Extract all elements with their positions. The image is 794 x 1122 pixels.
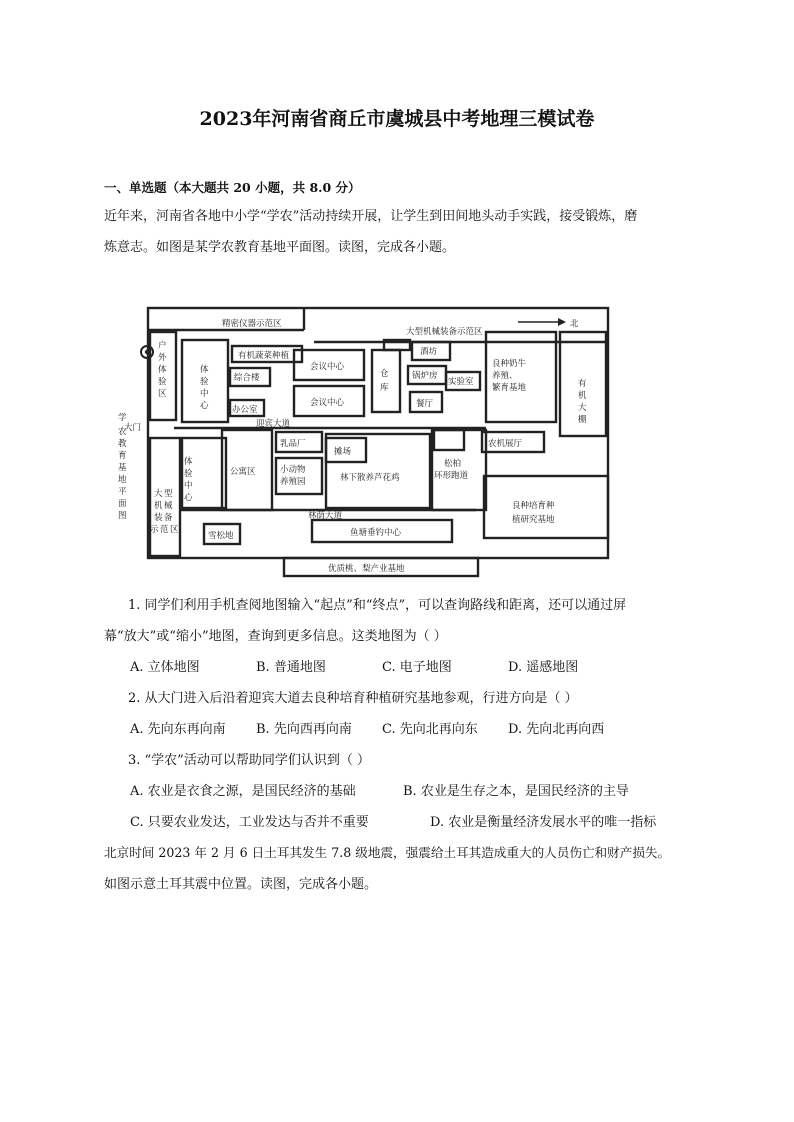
question-1-stem-line2: 幕“放大”或“缩小”地图，查询到更多信息。这类地图为（ ）: [104, 629, 447, 644]
label-exp-center2-1: 体: [184, 457, 193, 467]
question-2-option-c: C. 先向北再向东: [382, 722, 478, 737]
question-3-option-b: B. 农业是生存之本，是国民经济的主导: [403, 784, 629, 799]
intro-paragraph-line: 炼意志。如图是某学农教育基地平面图。读图，完成各小题。: [104, 240, 456, 255]
label-big-machine-4: 械: [164, 501, 173, 511]
label-welcome-road: 迎宾大道: [256, 419, 291, 429]
label-exp-center-4: 心: [200, 401, 209, 411]
label-side-title-4: 育: [118, 451, 127, 461]
question-3-option-d: D. 农业是衡量经济发展水平的唯一指标: [430, 815, 657, 830]
label-small-animal-1: 小动物: [280, 465, 306, 475]
label-side-title-7: 平: [118, 487, 127, 497]
school-farm-base-map: [114, 296, 614, 580]
label-dairy-3: 繁育基地: [492, 383, 527, 393]
label-big-machine-5: 装: [154, 513, 163, 523]
intro2-paragraph-line: 北京时间 2023 年 2 月 6 日土耳其发生 7.8 级地震，强震给土耳其造成重大的人员伤亡和财产损失。: [104, 845, 671, 860]
label-pine-track-1: 松柏: [444, 459, 462, 469]
label-outdoor-2: 外: [158, 353, 167, 363]
intro2-paragraph-line: 如图示意土耳其震中位置。读图，完成各小题。: [104, 877, 378, 892]
label-shed-1: 有: [578, 379, 587, 389]
intro-paragraph-line: 近年来，河南省各地中小学“学农”活动持续开展，让学生到田间地头动手实践，接受锻炼，磨: [104, 209, 638, 224]
label-warehouse-1: 仓: [380, 369, 389, 379]
question-1-option-c: C. 电子地图: [382, 660, 452, 675]
label-office: 办公室: [232, 405, 258, 415]
label-seed-research-2: 植研究基地: [512, 515, 555, 525]
label-big-machine-3: 机: [154, 501, 163, 511]
label-exp-center-1: 体: [200, 365, 209, 375]
section-heading: 一、单选题（本大题共 20 小题，共 8.0 分）: [104, 180, 361, 195]
label-shed-2: 机: [578, 391, 587, 401]
label-big-machine-8: 范: [160, 525, 169, 535]
label-farm-hall: 农机展厅: [488, 439, 523, 449]
label-apartment: 公寓区: [230, 467, 256, 477]
label-side-title-5: 基: [118, 463, 127, 473]
label-shed-3: 大: [578, 403, 587, 413]
label-forest-chicken: 林下散养芦花鸡: [340, 473, 400, 483]
label-big-machine-1: 大: [154, 489, 163, 499]
label-big-machine-7: 示: [150, 525, 159, 535]
question-3-option-a: A. 农业是衣食之源，是国民经济的基础: [130, 784, 356, 799]
question-1-option-a: A. 立体地图: [130, 660, 200, 675]
label-brewery: 酒坊: [420, 347, 438, 357]
label-exp-center2-3: 中: [184, 481, 193, 491]
label-outdoor-1: 户: [158, 341, 167, 351]
label-side-title-6: 地: [118, 475, 127, 485]
question-2-option-b: B. 先向西再向南: [256, 722, 352, 737]
question-3-stem: 3. “学农”活动可以帮助同学们认识到（ ）: [128, 753, 370, 768]
page-title: 2023年河南省商丘市虞城县中考地理三模试卷: [199, 108, 595, 130]
label-lab: 实验室: [448, 377, 474, 387]
label-big-machine-6: 备: [164, 513, 173, 523]
label-side-title-8: 面: [118, 499, 127, 509]
question-2-stem: 2. 从大门进入后沿着迎宾大道去良种培育种植研究基地参观，行进方向是（ ）: [128, 691, 578, 706]
label-boiler: 锅炉房: [412, 371, 438, 381]
label-outdoor-5: 区: [158, 389, 167, 399]
label-drying: 摊场: [334, 447, 352, 457]
label-meeting-1: 会议中心: [310, 362, 345, 372]
label-complex: 综合楼: [234, 373, 260, 383]
label-side-title-1: 学: [118, 413, 127, 423]
label-side-title-3: 教: [118, 439, 127, 449]
label-fish: 鱼塘垂钓中心: [350, 528, 402, 538]
label-exp-center2-4: 心: [184, 493, 193, 503]
question-2-option-d: D. 先向北再向西: [508, 722, 605, 737]
question-1-option-b: B. 普通地图: [256, 660, 326, 675]
label-big-machine-2: 型: [164, 489, 173, 499]
label-side-title-9: 图: [118, 511, 127, 521]
label-exp-center-3: 中: [200, 389, 209, 399]
label-industry-base: 优质桃、梨产业基地: [328, 564, 405, 574]
label-outdoor-4: 验: [158, 377, 167, 387]
label-meeting-2: 会议中心: [310, 398, 345, 408]
label-north: 北: [570, 319, 579, 329]
label-seed-research-1: 良种培育种: [512, 501, 555, 511]
label-big-machine-9: 区: [170, 525, 179, 535]
label-warehouse-2: 库: [380, 383, 389, 393]
label-shed-4: 棚: [578, 415, 587, 425]
label-small-animal-2: 养殖园: [280, 477, 306, 487]
label-gate: 大门: [124, 423, 142, 433]
label-dairy-factory: 乳品厂: [280, 439, 306, 449]
label-pine-land: 雪松地: [208, 531, 234, 541]
label-exp-center-2: 验: [200, 377, 209, 387]
label-side-title-2: 农: [118, 427, 127, 437]
label-exp-center2-2: 验: [184, 469, 193, 479]
label-dairy-2: 养殖、: [492, 371, 518, 381]
question-1-stem-line1: 1. 同学们利用手机查阅地图输入“起点”和“终点”，可以查询路线和距离，还可以通过屏: [128, 598, 627, 613]
label-pine-track-2: 环形跑道: [434, 471, 469, 481]
label-machinery-area: 大型机械装备示范区: [406, 327, 483, 337]
label-organic-veg: 有机蔬菜种植: [238, 351, 290, 361]
question-3-option-c: C. 只要农业发达，工业发达与否并不重要: [130, 815, 369, 830]
label-forest-road: 林荫大道: [308, 511, 343, 521]
label-precision-area: 精密仪器示范区: [222, 319, 282, 329]
label-outdoor-3: 体: [158, 365, 167, 375]
label-dining: 餐厅: [416, 399, 434, 409]
question-1-option-d: D. 遥感地图: [508, 660, 579, 675]
question-2-option-a: A. 先向东再向南: [130, 722, 226, 737]
label-dairy-1: 良种奶牛: [492, 359, 527, 369]
